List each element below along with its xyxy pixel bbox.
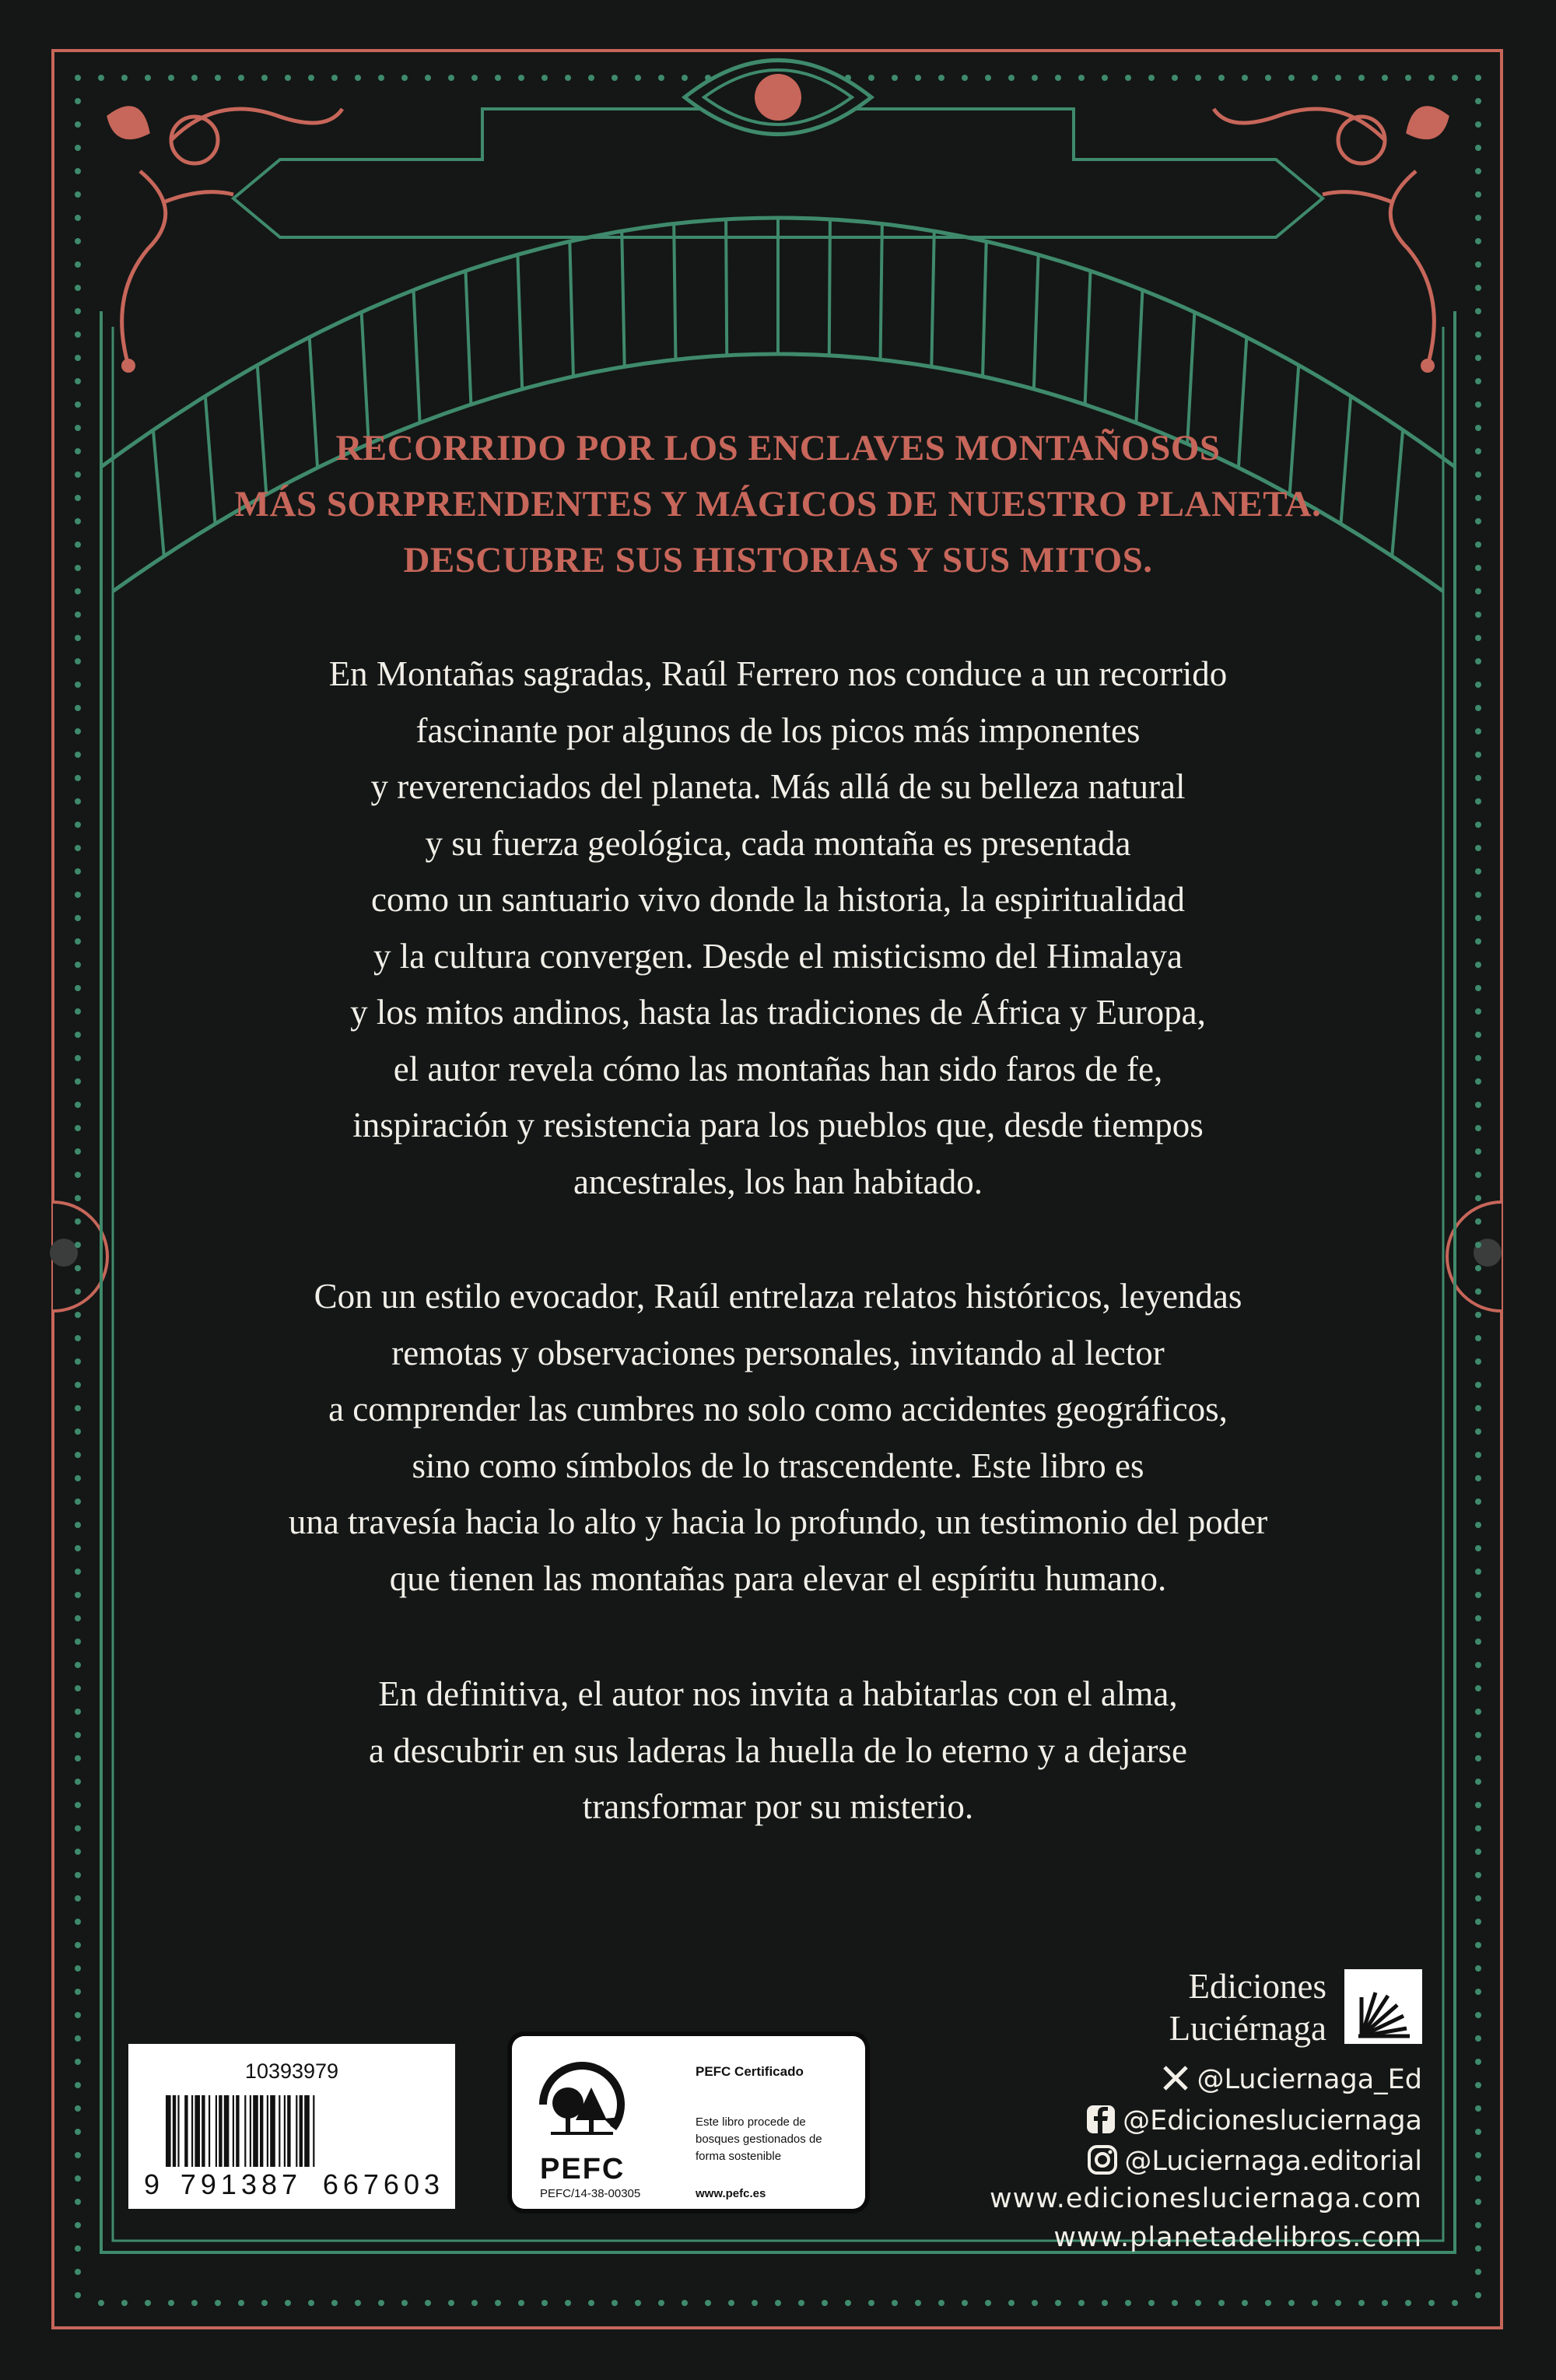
text-line: remotas y observaciones personales, invitando al lector [391, 1333, 1165, 1372]
pefc-code: PEFC/14-38-00305 [540, 2187, 641, 2200]
text-line: como un santuario vivo donde la historia, la espiritualidad [370, 880, 1185, 919]
tagline-line: DESCUBRE SUS HISTORIAS Y SUS MITOS. [403, 540, 1153, 580]
website-link[interactable]: www.planetadelibros.com [1053, 2222, 1422, 2253]
text-line: y reverenciados del planeta. Más allá de su belleza natural [370, 767, 1186, 806]
pefc-url: www.pefc.es [696, 2187, 766, 2200]
pefc-certification [512, 2036, 865, 2209]
text-line: y la cultura convergen. Desde el misticismo del Himalaya [373, 936, 1183, 976]
barcode [128, 2044, 455, 2209]
social-facebook-handle: @Edicionesluciernaga [1123, 2105, 1422, 2136]
social-instagram[interactable] [1087, 2142, 1422, 2181]
facebook-icon [1085, 2104, 1116, 2135]
publisher-line: Luciérnaga [1169, 2009, 1326, 2048]
text-line: que tienen las montañas para elevar el espíritu humano. [389, 1558, 1167, 1598]
tagline-line: RECORRIDO POR LOS ENCLAVES MONTAÑOSOS [335, 428, 1221, 468]
text-line: Con un estilo evocador, Raúl entrelaza relatos históricos, leyendas [314, 1277, 1242, 1316]
text-line: una travesía hacia lo alto y hacia lo profundo, un testimonio del poder [288, 1502, 1268, 1541]
tagline [233, 420, 1323, 588]
synopsis-paragraph-1 [194, 646, 1362, 1210]
x-icon [1160, 2063, 1191, 2094]
text-line: a comprender las cumbres no solo como accidentes geográficos, [328, 1390, 1228, 1428]
tagline-line: MÁS SORPRENDENTES Y MÁGICOS DE NUESTRO PLANETA. [234, 484, 1322, 524]
text-line: transformar por su misterio. [582, 1787, 974, 1826]
text-line: sino como símbolos de lo trascendente. Este libro es [412, 1446, 1144, 1485]
social-x[interactable] [1160, 2060, 1422, 2099]
social-x-handle: @Luciernaga_Ed [1197, 2064, 1422, 2095]
text-line: En Montañas sagradas, Raúl Ferrero nos conduce a un recorrido [328, 654, 1228, 693]
text-line: En definitiva, el autor nos invita a habitarlas con el alma, [378, 1674, 1178, 1713]
eye-icon [685, 61, 871, 135]
barcode-bars [166, 2095, 422, 2167]
firefly-logo-icon [1344, 1969, 1422, 2044]
barcode-digit-group: 667603 [322, 2168, 444, 2200]
synopsis-paragraph-3 [194, 1666, 1362, 1835]
instagram-icon [1087, 2144, 1118, 2175]
pefc-logo-word: PEFC [540, 2153, 626, 2185]
barcode-top-number: 10393979 [244, 2059, 339, 2083]
barcode-digit-group: 791387 [180, 2168, 303, 2200]
barcode-digits [144, 2168, 444, 2201]
text-line: y los mitos andinos, hasta las tradiciones de África y Europa, [350, 993, 1206, 1032]
text-line: ancestrales, los han habitado. [573, 1162, 983, 1201]
website-link[interactable]: www.edicionesluciernaga.com [990, 2183, 1422, 2214]
text-line: a descubrir en sus laderas la huella de lo eterno y a dejarse [368, 1730, 1188, 1770]
text-line: fascinante por algunos de los picos más imponentes [415, 710, 1141, 750]
text-line: el autor revela cómo las montañas han sido faros de fe, [393, 1049, 1163, 1088]
publisher-line: Ediciones [1188, 1967, 1326, 2006]
publisher-name [1169, 1965, 1326, 2049]
pefc-title: PEFC Certificado [696, 2064, 804, 2079]
text-line: inspiración y resistencia para los pueblos que, desde tiempos [352, 1106, 1204, 1144]
synopsis-paragraph-2 [194, 1268, 1362, 1607]
social-instagram-handle: @Luciernaga.editorial [1124, 2146, 1422, 2177]
text-line: y su fuerza geológica, cada montaña es presentada [425, 823, 1131, 863]
barcode-digit-group: 9 [144, 2168, 160, 2200]
pefc-description: Este libro procede de bosques gestionados de forma sostenible [696, 2115, 822, 2163]
pefc-tree-icon [535, 2058, 629, 2151]
social-facebook[interactable] [1085, 2101, 1422, 2140]
